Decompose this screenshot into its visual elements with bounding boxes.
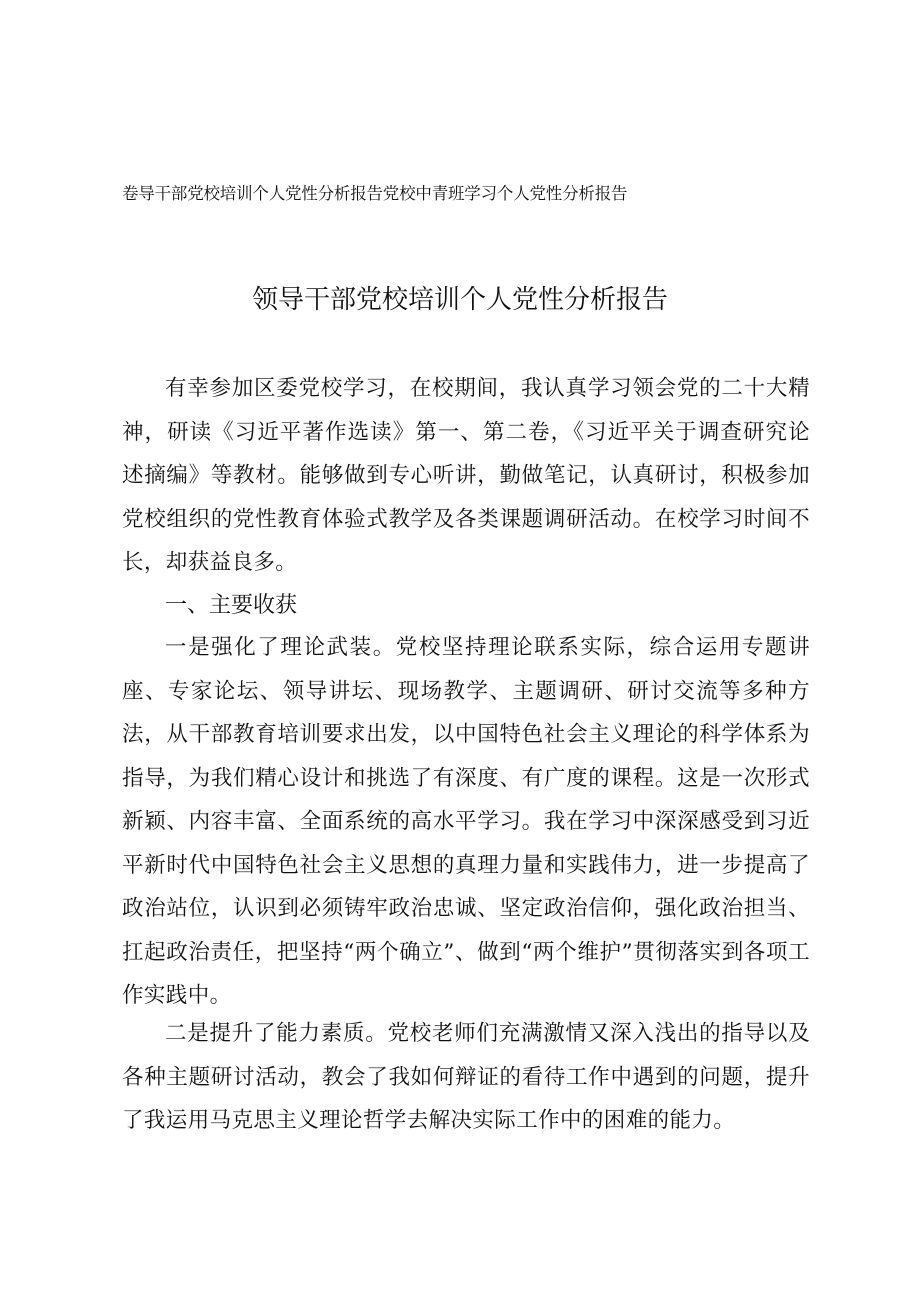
section-heading: 一、主要收获 — [165, 593, 298, 618]
intro-paragraph: 有幸参加区委党校学习，在校期间，我认真学习领会党的二十大精神，研读《习近平著作选读》第一、第二卷，《习近平关于调查研究论述摘编》等教材。能够做到专心听讲，勤做笔记，认真研讨，积极参加党校组织的党性教育体验式教学及各类课题调研活动。在校学习时间不长，却获益良多。 — [122, 376, 810, 575]
gain-two-paragraph: 二是提升了能力素质。党校老师们充满激情又深入浅出的指导以及各种主题研讨活动，教会了我如何辩证的看待工作中遇到的问题，提升了我运用马克思主义理论哲学去解决实际工作中的困难的能力。 — [122, 1021, 810, 1133]
document-header-line: 卷导干部党校培训个人党性分析报告党校中青班学习个人党性分析报告 — [122, 184, 628, 203]
gain-one-paragraph: 一是强化了理论武装。党校坚持理论联系实际，综合运用专题讲座、专家论坛、领导讲坛、现场教学、主题调研、研讨交流等多种方法，从干部教育培训要求出发，以中国特色社会主义理论的科学体系为指导，为我们精心设计和挑选了有深度、有广度的课程。这是一次形式新颖、内容丰富、全面系统的高水平学习。我在学习中深深感受到习近平新时代中国特色社会主义思想的真理力量和实践伟力，进一步提高了政治站位，认识到必须铸牢政治忠诚、坚定政治信仰，强化政治担当、扛起政治责任，把坚持“两个确立”、做到“两个维护”贯彻落实到各项工作实践中。 — [122, 635, 810, 1008]
document-title: 领导干部党校培训个人党性分析报告 — [251, 285, 668, 315]
